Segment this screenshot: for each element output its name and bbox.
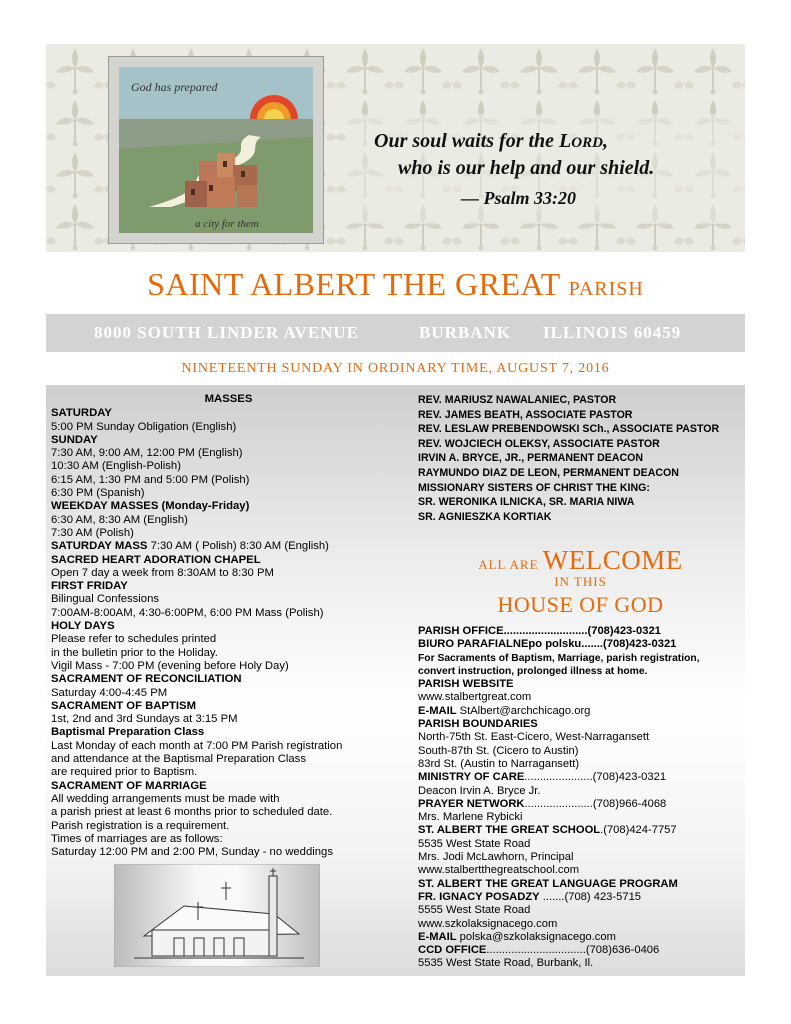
clergy-line: SR. AGNIESZKA KORTIAK xyxy=(418,510,552,523)
mass-value: 6:30 AM, 8:30 AM (English) xyxy=(51,513,188,526)
clergy-line: IRVIN A. BRYCE, JR., PERMANENT DEACON xyxy=(418,452,644,465)
bulletin-page xyxy=(46,44,745,976)
contact-value: Mrs. Jodi McLawhorn, Principal xyxy=(418,851,574,864)
mass-value: in the bulletin prior to the Holiday. xyxy=(51,646,218,659)
mass-label: SACRAMENT OF BAPTISM xyxy=(51,699,196,712)
contact-value: .......(708) 423-5715 xyxy=(539,890,642,903)
address-street: 8000 SOUTH LINDER AVENUE xyxy=(94,323,360,342)
contact-value: ......................(708)423-0321 xyxy=(524,771,667,784)
contact-line xyxy=(418,824,743,837)
contact-line xyxy=(418,771,743,784)
clergy-line: MISSIONARY SISTERS OF CHRIST THE KING: xyxy=(418,481,650,494)
mass-value: All wedding arrangements must be made with xyxy=(51,792,280,805)
contact-value: ...........................(708)423-0321 xyxy=(503,625,661,637)
mass-line xyxy=(51,447,406,460)
mass-value: 6:30 PM (Spanish) xyxy=(51,487,145,500)
parish-logo xyxy=(108,56,324,244)
contact-line xyxy=(418,851,743,864)
contact-value: www.szkolaksignacego.com xyxy=(418,917,558,930)
mass-line xyxy=(51,407,406,420)
mass-line xyxy=(51,460,406,473)
mass-label: SACRED HEART ADORATION CHAPEL xyxy=(51,553,261,566)
contact-line xyxy=(418,785,743,798)
welcome-word: WELCOME xyxy=(542,545,683,575)
mass-line xyxy=(51,793,406,806)
contact-line xyxy=(418,731,743,744)
mass-value: Parish registration is a requirement. xyxy=(51,819,230,832)
logo-bottom-text: a city for them xyxy=(195,218,259,230)
mass-label: SUNDAY xyxy=(51,433,98,446)
mass-value: 7:00AM-8:00AM, 4:30-6:00PM, 6:00 PM Mass (Polish) xyxy=(51,606,324,619)
contact-label: BIURO PARAFIALNE xyxy=(418,638,529,651)
contact-label: PRAYER NETWORK xyxy=(418,797,525,810)
mass-line xyxy=(51,687,406,700)
contact-line xyxy=(418,691,743,704)
contact-value: StAlbert@archchicago.org xyxy=(456,704,591,717)
welcome-message xyxy=(418,545,743,618)
mass-value: 7:30 AM (Polish) xyxy=(51,526,134,539)
contact-line xyxy=(418,944,743,957)
mass-value: Bilingual Confessions xyxy=(51,593,160,606)
mass-line xyxy=(51,514,406,527)
contact-line xyxy=(418,918,743,931)
address-state-zip: ILLINOIS 60459 xyxy=(543,323,682,342)
contact-line xyxy=(418,864,743,877)
mass-line xyxy=(51,740,406,753)
welcome-house-of-god: HOUSE OF GOD xyxy=(497,592,664,617)
quote-citation: — Psalm 33:20 xyxy=(461,188,576,208)
mass-value: Times of marriages are as follows: xyxy=(51,832,223,845)
mass-line xyxy=(51,806,406,819)
contact-value: 5535 West State Road, Burbank, Il. xyxy=(418,957,594,970)
contact-line xyxy=(418,798,743,811)
mass-value: 10:30 AM (English-Polish) xyxy=(51,460,181,473)
contact-value: polska@szkolaksignacego.com xyxy=(456,930,616,943)
mass-label: SACRAMENT OF MARRIAGE xyxy=(51,779,207,792)
contact-value: Deacon Irvin A. Bryce Jr. xyxy=(418,784,541,797)
mass-label: WEEKDAY MASSES (Monday-Friday) xyxy=(51,500,250,513)
contact-value: North-75th St. East-Cicero, West-Narragansett xyxy=(418,731,650,744)
contact-list xyxy=(418,625,743,971)
mass-line xyxy=(51,421,406,434)
mass-value: are required prior to Baptism. xyxy=(51,766,198,779)
contact-line xyxy=(418,718,743,731)
contact-value: .(708)424-7757 xyxy=(600,824,677,837)
clergy-line: REV. JAMES BEATH, ASSOCIATE PASTOR xyxy=(418,408,633,421)
masses-column xyxy=(51,393,406,859)
contact-label: For Sacraments of Baptism, Marriage, parish registration, xyxy=(418,652,700,664)
contact-line xyxy=(418,891,743,904)
welcome-in-this: IN THIS xyxy=(554,574,607,589)
contact-value: South-87th St. (Cicero to Austin) xyxy=(418,744,579,757)
contact-line xyxy=(418,705,743,718)
mass-label: SATURDAY xyxy=(51,407,112,420)
masses-heading: MASSES xyxy=(204,393,253,405)
mass-line xyxy=(51,647,406,660)
address-band xyxy=(46,314,745,352)
mass-value: a parish priest at least 6 months prior to scheduled date. xyxy=(51,806,333,819)
contact-label: E-MAIL xyxy=(418,704,457,717)
mass-line xyxy=(51,593,406,606)
mass-line xyxy=(51,580,406,593)
contact-value: ......................(708)966-4068 xyxy=(524,797,667,810)
mass-label: HOLY DAYS xyxy=(51,620,115,633)
mass-line xyxy=(51,700,406,713)
mass-value: Saturday 12:00 PM and 2:00 PM, Sunday - no weddings xyxy=(51,846,333,859)
mass-line xyxy=(51,726,406,739)
mass-line xyxy=(51,780,406,793)
mass-line xyxy=(51,673,406,686)
mass-label: SACRAMENT OF RECONCILIATION xyxy=(51,673,242,686)
mass-line xyxy=(51,474,406,487)
liturgical-date: NINETEENTH SUNDAY IN ORDINARY TIME, AUGUST 7, 2016 xyxy=(181,361,610,376)
contact-line xyxy=(418,665,743,678)
contact-line xyxy=(418,638,743,651)
address-city: BURBANK xyxy=(419,323,512,342)
mass-line xyxy=(51,713,406,726)
contact-line xyxy=(418,811,743,824)
clergy-line: REV. WOJCIECH OLEKSY, ASSOCIATE PASTOR xyxy=(418,437,660,450)
mass-value: and attendance at the Baptismal Preparation Class xyxy=(51,753,306,766)
clergy-line: SR. WERONIKA ILNICKA, SR. MARIA NIWA xyxy=(418,496,635,509)
mass-line xyxy=(51,633,406,646)
contact-value: 83rd St. (Austin to Narragansett) xyxy=(418,757,580,770)
quote-line1-lord: ORD xyxy=(571,135,603,151)
mass-value: Last Monday of each month at 7:00 PM Parish registration xyxy=(51,739,343,752)
clergy-line: REV. LESLAW PREBENDOWSKI SCh., ASSOCIATE PASTOR xyxy=(418,423,720,436)
mass-value: 1st, 2nd and 3rd Sundays at 3:15 PM xyxy=(51,713,238,726)
contact-label: PARISH BOUNDARIES xyxy=(418,718,538,731)
mass-value: 7:30 AM ( Polish) 8:30 AM (English) xyxy=(147,540,329,553)
mass-line xyxy=(51,500,406,513)
contact-label: ST. ALBERT THE GREAT SCHOOL xyxy=(418,824,601,837)
mass-line xyxy=(51,567,406,580)
contact-value: po polsku.......(708)423-0321 xyxy=(528,638,677,651)
mass-line xyxy=(51,434,406,447)
contact-label: E-MAIL xyxy=(418,930,457,943)
mass-line xyxy=(51,766,406,779)
contact-label: FR. IGNACY POSADZY xyxy=(418,890,540,903)
contact-line xyxy=(418,652,743,665)
mass-line xyxy=(51,540,406,553)
parish-name: SAINT ALBERT THE GREAT xyxy=(147,266,561,302)
mass-line xyxy=(51,846,406,859)
mass-value: Saturday 4:00-4:45 PM xyxy=(51,686,168,699)
contact-label: ST. ALBERT THE GREAT LANGUAGE PROGRAM xyxy=(418,877,678,890)
contact-line xyxy=(418,931,743,944)
mass-value: 5:00 PM Sunday Obligation (English) xyxy=(51,420,237,433)
clergy-list xyxy=(418,393,743,524)
contact-label: CCD OFFICE xyxy=(418,944,487,957)
contact-line xyxy=(418,957,743,970)
mass-line xyxy=(51,554,406,567)
mass-line xyxy=(51,487,406,500)
quote-line1-c: , xyxy=(602,130,608,152)
masses-list xyxy=(51,407,406,859)
mass-value: Please refer to schedules printed xyxy=(51,633,217,646)
mass-line xyxy=(51,660,406,673)
contact-line xyxy=(418,878,743,891)
church-image xyxy=(114,864,320,967)
contact-label: MINISTRY OF CARE xyxy=(418,771,525,784)
mass-line xyxy=(51,820,406,833)
quote-line2: who is our help and our shield. xyxy=(398,157,655,179)
parish-title xyxy=(46,256,745,312)
quote-line1-a: Our soul waits for the L xyxy=(374,130,572,152)
clergy-line: REV. MARIUSZ NAWALANIEC, PASTOR xyxy=(418,394,617,406)
mass-label: FIRST FRIDAY xyxy=(51,580,128,593)
contact-value: 5555 West State Road xyxy=(418,904,531,917)
contact-line xyxy=(418,838,743,851)
logo-top-text: God has prepared xyxy=(131,80,218,94)
mass-line xyxy=(51,607,406,620)
contact-value: Mrs. Marlene Rybicki xyxy=(418,811,523,824)
contact-line xyxy=(418,758,743,771)
contact-value: 5535 West State Road xyxy=(418,837,531,850)
bulletin-body xyxy=(46,385,745,976)
clergy-contact-column xyxy=(418,393,743,970)
contact-label: PARISH WEBSITE xyxy=(418,678,514,691)
mass-line xyxy=(51,527,406,540)
contact-value: www.stalbertgreat.com xyxy=(418,691,532,704)
contact-line xyxy=(418,745,743,758)
header-banner xyxy=(46,44,745,252)
mass-value: Open 7 day a week from 8:30AM to 8:30 PM xyxy=(51,566,274,579)
parish-suffix: PARISH xyxy=(568,278,644,300)
contact-label: PARISH OFFICE xyxy=(418,625,504,637)
mass-line xyxy=(51,833,406,846)
contact-line xyxy=(418,678,743,691)
mass-value: Vigil Mass - 7:00 PM (evening before Holy Day) xyxy=(51,659,289,672)
mass-line xyxy=(51,620,406,633)
contact-line xyxy=(418,625,743,638)
mass-value: 6:15 AM, 1:30 PM and 5:00 PM (Polish) xyxy=(51,473,250,486)
mass-label: SATURDAY MASS xyxy=(51,540,148,553)
contact-line xyxy=(418,904,743,917)
welcome-all-are: ALL ARE xyxy=(478,557,539,572)
contact-value: ................................(708)636-0406 xyxy=(486,944,660,957)
mass-value: 7:30 AM, 9:00 AM, 12:00 PM (English) xyxy=(51,447,243,460)
mass-label: Baptismal Preparation Class xyxy=(51,726,205,739)
clergy-line: RAYMUNDO DIAZ DE LEON, PERMANENT DEACON xyxy=(418,466,679,479)
contact-label: convert instruction, prolonged illness at home. xyxy=(418,665,648,677)
mass-line xyxy=(51,753,406,766)
contact-value: www.stalbertthegreatschool.com xyxy=(418,864,580,877)
